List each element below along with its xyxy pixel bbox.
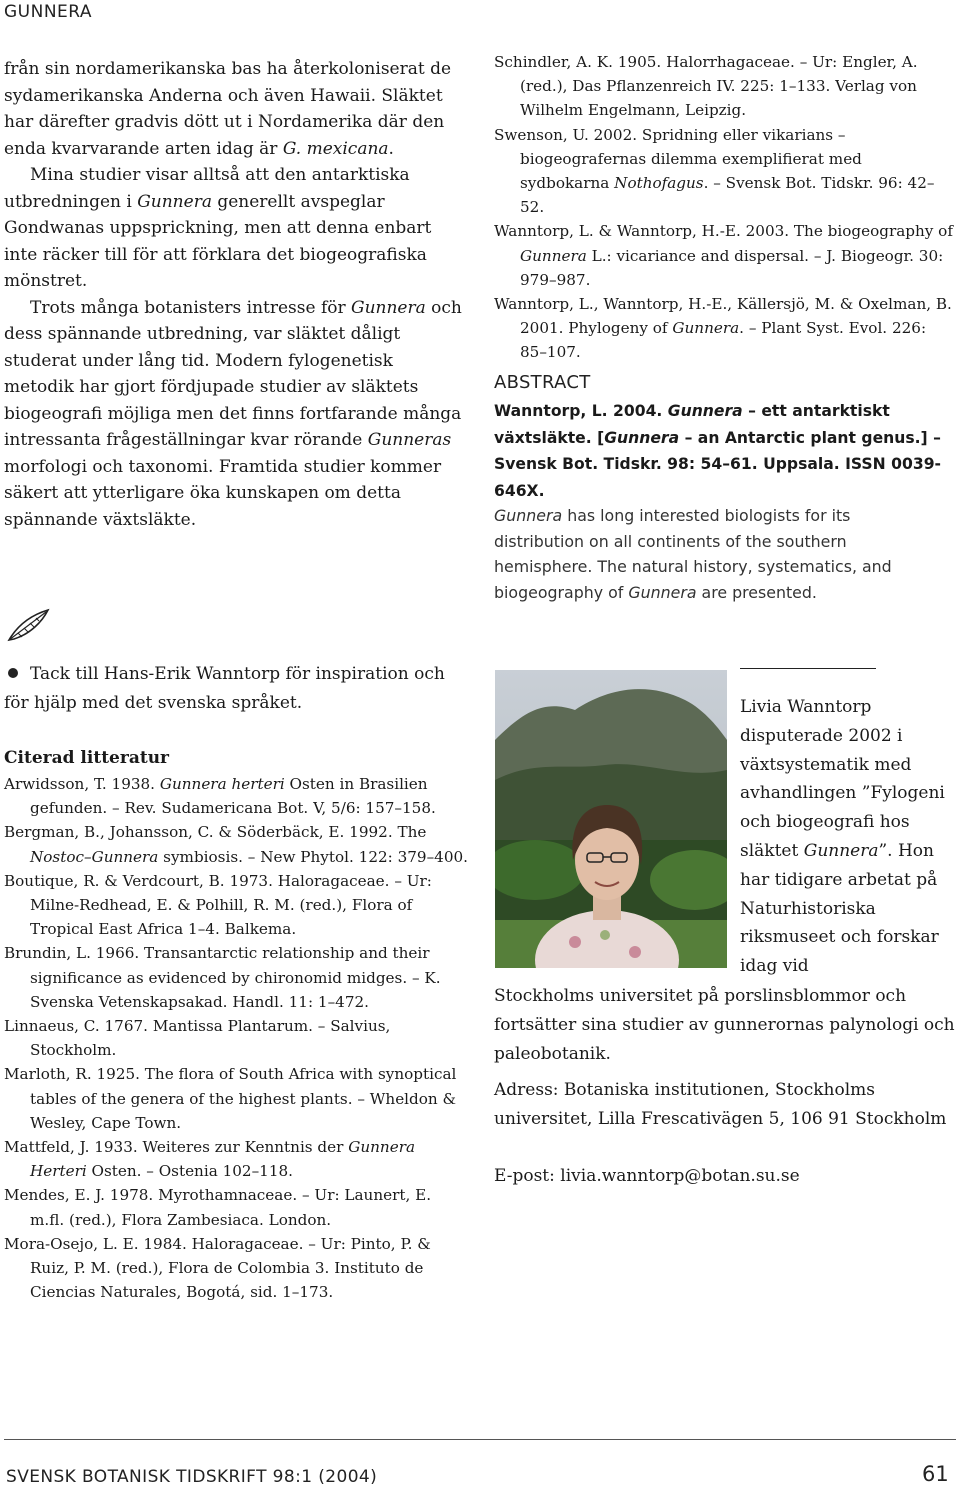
reference-item: Mora-Osejo, L. E. 1984. Haloragaceae. – Ur: Pinto, P. & Ruiz, P. M. (red.), Flora de Colombia 3. Instituto de Ciencias Naturales, Bogotá, sid. 1–173. [4,1234,431,1302]
footer-divider [4,1439,956,1440]
leaf-ornament-icon [6,606,52,644]
reference-list-left [4,772,470,1304]
author-photo [495,670,727,968]
cited-literature-heading: Citerad litteratur [4,748,170,768]
reference-item: Marloth, R. 1925. The flora of South Africa with synoptical tables of the genera of the highest plants. – Wheldon & Wesley, Cape Town. [4,1065,457,1132]
author-bio-short: Livia Wanntorp disputerade 2002 i växtsystematik med avhandlingen ”Fylogeni och biogeografi hos släktet Gunnera”. Hon har tidigare arbetat på Naturhistoriska riksmuseet och forskar idag vid [740,697,945,977]
bullet-icon [8,668,18,678]
author-email: E-post: livia.wanntorp@botan.su.se [494,1166,800,1186]
acknowledgement: Tack till Hans-Erik Wanntorp för inspiration och för hjälp med det svenska språket. [4,664,445,713]
author-address: Adress: Botaniska institutionen, Stockholms universitet, Lilla Frescativägen 5, 106 91 Stockholm [494,1080,947,1129]
reference-item: Mattfeld, J. 1933. Weiteres zur Kenntnis der Gunnera Herteri Osten. – Ostenia 102–118. [4,1138,416,1181]
reference-item: Bergman, B., Johansson, C. & Söderbäck, E. 1992. The Nostoc–Gunnera symbiosis. – New Phytol. 122: 379–400. [4,823,468,866]
page-number: 61 [922,1462,949,1486]
paragraph: från sin nordamerikanska bas ha återkoloniserat de sydamerikanska Anderna och även Hawaii. Släktet har därefter gradvis dött ut i Nordamerika där den enda kvarvarande arten idag är G. mexicana. [4,59,452,159]
paragraph: Trots många botanisters intresse för Gunnera och dess spännande utbredning, var släktet dåligt studerat under lång tid. Modern fylogenetisk metodik har gjort fördjupade studier av släktets biogeografi möjliga men det finns fortfarande många intressanta frågeställningar kvar rörande Gunneras morfologi och taxonomi. Framtida studier kommer säkert att ytterligare öka kunskapen om detta spännande växtsläkte. [4,297,462,530]
journal-name: SVENSK BOTANISK TIDSKRIFT 98:1 (2004) [6,1467,378,1487]
author-divider [740,668,876,669]
reference-item: Boutique, R. & Verdcourt, B. 1973. Haloragaceae. – Ur: Milne-Redhead, E. & Polhill, R. M. (red.), Flora of Tropical East Africa 1–4. Balkema. [4,871,432,939]
reference-item: Wanntorp, L., Wanntorp, H.-E., Källersjö, M. & Oxelman, B. 2001. Phylogeny of Gunnera. – Plant Syst. Evol. 226: 85–107. [494,295,952,362]
reference-item: Schindler, A. K. 1905. Halorrhagaceae. – Ur: Engler, A. (red.), Das Pflanzenreich IV. 225: 1–133. Verlag von Wilhelm Engelmann, Leipzig. [494,53,918,120]
abstract-citation: Wanntorp, L. 2004. Gunnera – ett antarktiskt växtsläkte. [Gunnera – an Antarctic plant genus.] – Svensk Bot. Tidskr. 98: 54–61. Uppsala. ISSN 0039-646X. [494,402,942,500]
author-bio-continued: Stockholms universitet på porslinsblommor och fortsätter sina studier av gunnerornas palynologi och paleobotanik. [494,986,955,1064]
abstract-heading: ABSTRACT [494,372,591,393]
reference-item: Swenson, U. 2002. Spridning eller vikarians – biogeografernas dilemma exemplifierat med sydbokarna Nothofagus. – Svensk Bot. Tidskr. 96: 42–52. [494,125,935,217]
abstract-text: Gunnera has long interested biologists for its distribution on all continents of the southern hemisphere. The natural history, systematics, and biogeography of Gunnera are presented. [494,506,892,602]
paragraph: Mina studier visar alltså att den antarktiska utbredningen i Gunnera generellt avspeglar Gondwanas uppsprickning, men att denna enbart inte räcker till för att förklara det biogeografiska mönstret. [4,165,432,291]
reference-item: Brundin, L. 1966. Transantarctic relationship and their significance as evidenced by chironomid midges. – K. Svenska Vetenskapsakad. Handl. 11: 1–472. [4,944,441,1011]
left-column-body [4,56,466,533]
reference-item: Arwidsson, T. 1938. Gunnera herteri Osten in Brasilien gefunden. – Rev. Sudamericana Bot. V, 5/6: 157–158. [4,775,436,818]
reference-list-right [494,50,956,365]
running-head: GUNNERA [4,2,93,22]
reference-item: Mendes, E. J. 1978. Myrothamnaceae. – Ur: Launert, E. m.fl. (red.), Flora Zambesiaca. London. [4,1186,432,1229]
reference-item: Wanntorp, L. & Wanntorp, H.-E. 2003. The biogeography of Gunnera L.: vicariance and dispersal. – J. Biogeogr. 30: 979–987. [494,222,953,289]
reference-item: Linnaeus, C. 1767. Mantissa Plantarum. – Salvius, Stockholm. [4,1017,391,1060]
